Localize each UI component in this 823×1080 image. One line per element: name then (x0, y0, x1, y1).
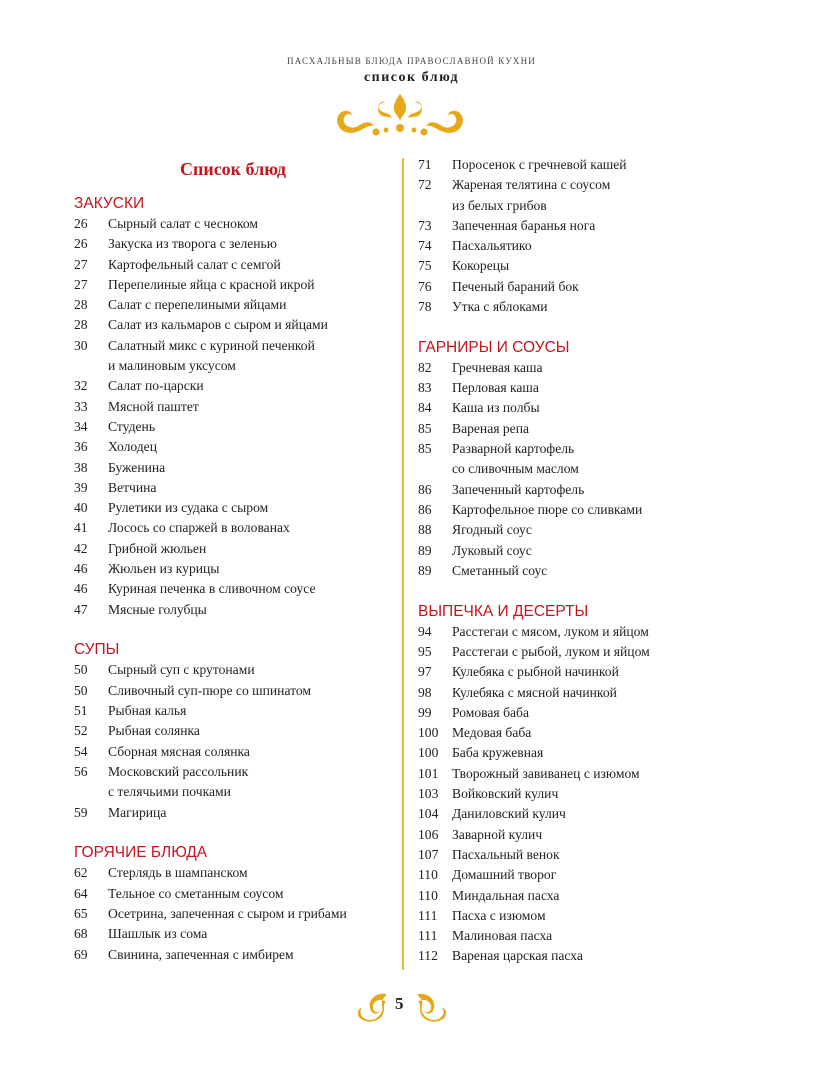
page-ref: 41 (74, 520, 88, 536)
list-item (418, 906, 718, 926)
page-ref (74, 782, 108, 802)
list-item (418, 155, 718, 175)
page-ref (418, 459, 452, 479)
page-ref: 89 (418, 542, 432, 558)
page-ref (74, 356, 108, 376)
page-ref: 68 (74, 926, 88, 942)
list-item (418, 541, 718, 561)
dish-name: Жюльен из курицы (108, 561, 220, 577)
dish-name: с телячьими почками (108, 784, 231, 800)
dish-name: Салат с перепелиными яйцами (108, 297, 287, 313)
dish-name: Расстегаи с мясом, луком и яйцом (452, 623, 649, 639)
dish-name: Пасхальный венок (452, 846, 560, 862)
section-heading: ГОРЯЧИЕ БЛЮДА (74, 844, 208, 862)
page-ref: 104 (418, 806, 439, 822)
dish-name: Заварной кулич (452, 826, 543, 842)
section-spacer (74, 620, 392, 641)
dish-name: Шашлык из сома (108, 926, 208, 942)
page-ref: 51 (74, 703, 88, 719)
page-ref: 76 (418, 278, 432, 294)
list-item (418, 256, 718, 276)
section-heading: СУПЫ (74, 641, 120, 659)
dish-name: Закуска из творога с зеленью (108, 236, 277, 252)
dish-name: Стерлядь в шампанском (108, 865, 248, 881)
page-ref: 50 (74, 662, 88, 678)
dish-name: Лосось со спаржей в волованах (108, 520, 290, 536)
dish-name: Холодец (108, 439, 157, 455)
list-item (74, 904, 392, 924)
dish-name: Поросенок с гречневой кашей (452, 157, 627, 172)
page-ref: 47 (74, 601, 88, 617)
dish-name: Ягодный соус (452, 522, 532, 538)
page-ref: 98 (418, 684, 432, 700)
list-item (74, 336, 392, 356)
dish-name: Баба кружевная (452, 745, 544, 761)
list-item (74, 376, 392, 396)
list-title: Список блюд (179, 159, 287, 179)
running-title: список блюд (363, 70, 460, 85)
page-ref: 56 (74, 763, 88, 779)
page-ref: 78 (418, 299, 432, 315)
dish-name: Разварной картофель (452, 441, 575, 457)
dish-name: Магирица (108, 804, 167, 820)
dish-name: Буженина (108, 459, 166, 475)
page-ref: 85 (418, 420, 432, 436)
dish-name: Запеченный картофель (452, 481, 585, 497)
dish-name: Вареная царская пасха (452, 948, 583, 964)
list-item (74, 579, 392, 599)
page-ref: 69 (74, 946, 88, 962)
list-item (74, 863, 392, 883)
list-item (418, 236, 718, 256)
list-item (74, 498, 392, 518)
dish-name: Каша из полбы (452, 400, 540, 416)
list-item (418, 622, 718, 642)
section-spacer (418, 581, 718, 602)
list-item (74, 701, 392, 721)
page-ref: 89 (418, 562, 432, 578)
page-ref: 46 (74, 581, 88, 597)
page-ref: 40 (74, 500, 88, 516)
page-ref: 107 (418, 846, 439, 862)
dish-name: Перепелиные яйца с красной икрой (108, 276, 315, 292)
dish-name: Кулебяка с мясной начинкой (452, 684, 617, 700)
list-item (418, 703, 718, 723)
dish-name: Запеченная баранья нога (452, 217, 596, 233)
dish-name: Гречневая каша (452, 359, 543, 375)
list-item (74, 356, 392, 376)
page-ref: 27 (74, 256, 88, 272)
dish-name: Расстегаи с рыбой, луком и яйцом (452, 643, 650, 659)
list-item (74, 742, 392, 762)
dish-name: Рулетики из судака с сыром (108, 500, 269, 516)
dish-name: Грибной жюльен (108, 540, 207, 556)
list-item (74, 721, 392, 741)
page-ref: 100 (418, 725, 439, 741)
dish-name: Сливочный суп-пюре со шпинатом (108, 682, 312, 698)
right-column (418, 155, 718, 967)
list-item (418, 946, 718, 966)
list-item (74, 884, 392, 904)
dish-name: Салат из кальмаров с сыром и яйцами (108, 317, 328, 333)
list-item (418, 419, 718, 439)
dish-name: Войковский кулич (452, 786, 559, 802)
dish-name: Рыбная калья (108, 703, 187, 719)
page-ref: 100 (418, 745, 439, 761)
list-item (74, 275, 392, 295)
page-ref: 34 (74, 418, 88, 434)
page-ref: 86 (418, 501, 432, 517)
dish-name: Картофельный салат с семгой (108, 256, 281, 272)
dish-name: Творожный завиванец с изюмом (452, 765, 640, 781)
page-ref: 110 (418, 867, 438, 883)
dish-name: Пасха с изюмом (452, 907, 546, 923)
list-item (74, 458, 392, 478)
list-item (74, 214, 392, 234)
page-ref: 65 (74, 905, 88, 921)
section-heading: ГАРНИРЫ И СОУСЫ (418, 338, 570, 356)
list-item (74, 681, 392, 701)
list-item (74, 295, 392, 315)
page-ref: 59 (74, 804, 88, 820)
page-number: 5 (395, 994, 404, 1013)
page-ref: 97 (418, 664, 432, 680)
dish-name: Ветчина (108, 479, 157, 495)
dish-name: Пасхальятико (452, 238, 532, 254)
page-ref: 36 (74, 439, 88, 455)
list-item (418, 480, 718, 500)
list-item (74, 782, 392, 802)
list-item (74, 539, 392, 559)
list-item (74, 397, 392, 417)
dish-name: Мясные голубцы (108, 601, 207, 617)
list-item (418, 926, 718, 946)
page-ref: 33 (74, 398, 88, 414)
page-ref: 38 (74, 459, 88, 475)
list-item (418, 196, 718, 216)
page-ref: 28 (74, 317, 88, 333)
list-item (74, 660, 392, 680)
dish-name: Осетрина, запеченная с сыром и грибами (108, 905, 347, 921)
list-item (418, 500, 718, 520)
list-item (418, 459, 718, 479)
list-item (418, 297, 718, 317)
list-item (74, 600, 392, 620)
dish-name: Кокорецы (452, 258, 510, 274)
dish-name: Домашний творог (452, 867, 557, 883)
list-item (418, 743, 718, 763)
list-item (418, 723, 718, 743)
dish-name: Луковый соус (452, 542, 532, 558)
list-item (74, 803, 392, 823)
page-ref: 39 (74, 479, 88, 495)
list-item (418, 683, 718, 703)
list-item (418, 642, 718, 662)
list-item (74, 255, 392, 275)
page-ref: 95 (418, 643, 432, 659)
list-item (74, 437, 392, 457)
list-item (418, 277, 718, 297)
page-ref: 94 (418, 623, 432, 639)
dish-name: Студень (108, 418, 156, 434)
page-ref: 52 (74, 723, 88, 739)
page-ref: 101 (418, 765, 439, 781)
page-ref: 32 (74, 378, 88, 394)
dish-name: Рыбная солянка (108, 723, 200, 739)
dish-name: Картофельное пюре со сливками (452, 501, 643, 517)
page-ref: 27 (74, 276, 88, 292)
swirl-right-icon (412, 990, 452, 1026)
list-item (418, 662, 718, 682)
page-ref: 111 (418, 928, 438, 944)
dish-name: со сливочным маслом (452, 461, 579, 477)
dish-name: Кулебяка с рыбной начинкой (452, 664, 619, 680)
list-item (74, 315, 392, 335)
dish-name: Вареная репа (452, 420, 530, 436)
page-ref: 83 (418, 380, 432, 396)
list-item (418, 764, 718, 784)
page-ref: 111 (418, 907, 438, 923)
page-ref: 26 (74, 236, 88, 252)
list-item (418, 358, 718, 378)
page-ref: 75 (418, 258, 432, 274)
page-ref: 112 (418, 948, 438, 964)
page-ref: 28 (74, 297, 88, 313)
dish-name: Миндальная пасха (452, 887, 560, 903)
dish-name: Московский рассольник (108, 763, 249, 779)
list-item (74, 762, 392, 782)
page-ref: 54 (74, 743, 88, 759)
list-item (418, 378, 718, 398)
page-ref: 42 (74, 540, 88, 556)
dish-name: Малиновая пасха (452, 928, 553, 944)
list-item (418, 175, 718, 195)
page-ref: 106 (418, 826, 439, 842)
list-item (74, 559, 392, 579)
list-item (74, 234, 392, 254)
page-ref: 86 (418, 481, 432, 497)
dish-name: Печеный бараний бок (452, 278, 579, 294)
list-item (418, 439, 718, 459)
dish-name: Перловая каша (452, 380, 539, 396)
list-item (418, 520, 718, 540)
dish-name: Куриная печенка в сливочном соусе (108, 581, 316, 597)
dish-name: Сборная мясная солянка (108, 743, 250, 759)
list-item (74, 478, 392, 498)
list-item (418, 216, 718, 236)
fleur-ornament-icon (330, 92, 470, 138)
page-ref: 73 (418, 217, 432, 233)
page-ref: 110 (418, 887, 438, 903)
section-heading: ЗАКУСКИ (74, 195, 145, 212)
page-ref: 84 (418, 400, 432, 416)
list-item (418, 845, 718, 865)
swirl-left-icon (352, 990, 392, 1026)
dish-name: Мясной паштет (108, 398, 199, 414)
page-ref: 71 (418, 157, 432, 172)
page-ref: 46 (74, 561, 88, 577)
list-item (418, 825, 718, 845)
page-ref: 50 (74, 682, 88, 698)
dish-name: Тельное со сметанным соусом (108, 885, 284, 901)
page-ref: 82 (418, 359, 432, 375)
page-ref: 103 (418, 786, 439, 802)
page-ref: 85 (418, 441, 432, 457)
section-heading: ВЫПЕЧКА И ДЕСЕРТЫ (418, 602, 589, 620)
dish-name: Жареная телятина с соусом (452, 177, 611, 193)
page-ref: 99 (418, 704, 432, 720)
list-item (74, 518, 392, 538)
dish-name: Сырный суп с крутонами (108, 662, 255, 678)
list-item (418, 784, 718, 804)
page-ref: 62 (74, 865, 88, 881)
section-spacer (74, 823, 392, 844)
running-header: ПАСХАЛЬНЫВ БЛЮДА ПРАВОСЛАВНОЙ КУХНИ (287, 56, 536, 66)
page-ref: 26 (74, 216, 88, 231)
list-item (74, 924, 392, 944)
dish-name: Свинина, запеченная с имбирем (108, 946, 294, 962)
left-column (74, 155, 392, 965)
page-ref: 88 (418, 522, 432, 538)
list-item (418, 886, 718, 906)
list-item (418, 865, 718, 885)
list-item (418, 561, 718, 581)
column-divider (402, 158, 404, 970)
dish-name: Ромовая баба (452, 704, 529, 720)
dish-name: Утка с яблоками (452, 299, 548, 315)
dish-name: из белых грибов (452, 197, 547, 213)
list-item (74, 417, 392, 437)
dish-name: Сметанный соус (452, 562, 548, 578)
dish-name: и малиновым уксусом (108, 358, 236, 374)
dish-name: Даниловский кулич (452, 806, 566, 822)
page-ref: 74 (418, 238, 432, 254)
dish-name: Медовая баба (452, 725, 532, 741)
list-item (418, 804, 718, 824)
dish-name: Сырный салат с чесноком (108, 216, 259, 231)
page-ref: 72 (418, 177, 432, 193)
section-spacer (418, 317, 718, 338)
dish-name: Салатный микс с куриной печенкой (108, 337, 315, 353)
list-item (74, 945, 392, 965)
dish-name: Салат по-царски (108, 378, 204, 394)
page-ref: 30 (74, 337, 88, 353)
page-ref: 64 (74, 885, 88, 901)
list-item (418, 398, 718, 418)
page-ref (418, 196, 452, 216)
